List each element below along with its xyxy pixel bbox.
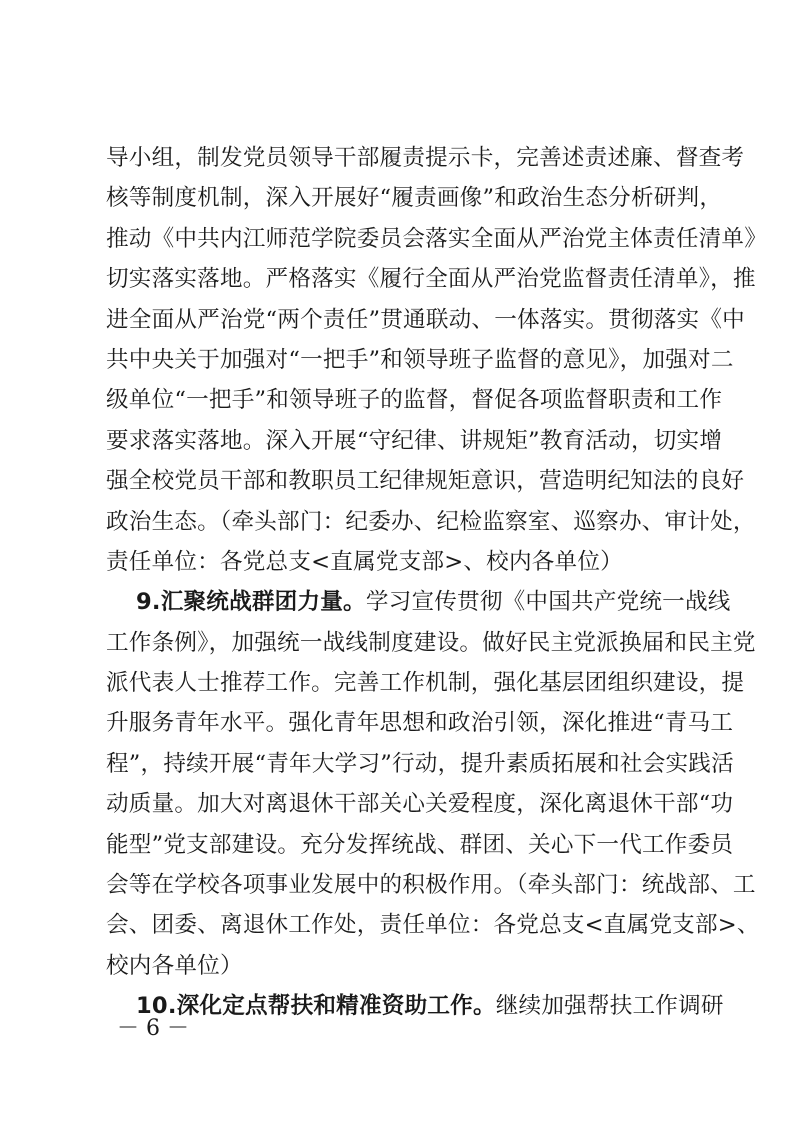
text-line: 共中央关于加强对“一把手”和领导班子监督的意见》，加强对二 — [106, 346, 734, 373]
text-line: 派代表人士推荐工作。完善工作机制，强化基层团组织建设，提 — [106, 670, 745, 697]
section-9-heading: 9.汇聚统战群团力量。 — [136, 589, 366, 616]
text-line: 导小组，制发党员领导干部履责提示卡，完善述责述廉、督查考 — [106, 145, 745, 171]
text-line: 切实落实落地。严格落实《履行全面从严治党监督责任清单》，推 — [106, 266, 756, 293]
section-10-text: 继续加强帮扶工作调研 — [495, 993, 724, 1020]
text-line: 政治生态。（牵头部门：纪委办、纪检监察室、巡察办、审计处， — [106, 508, 756, 535]
text-line: 推动《中共内江师范学院委员会落实全面从严治党主体责任清单》 — [106, 225, 768, 252]
text-line: 升服务青年水平。强化青年思想和政治引领，深化推进“青马工 — [106, 710, 734, 737]
text-line: 能型”党支部建设。充分发挥统战、群团、关心下一代工作委员 — [106, 831, 734, 858]
text-line: 会、团委、离退休工作处，责任单位：各党总支<直属党支部>、 — [106, 912, 760, 939]
text-line: 责任单位：各党总支<直属党支部>、校内各单位） — [106, 548, 623, 575]
text-line: 核等制度机制，深入开展好“履责画像”和政治生态分析研判， — [106, 185, 723, 212]
document-body — [106, 138, 768, 1027]
section-10-heading: 10.深化定点帮扶和精准资助工作。 — [136, 993, 496, 1020]
section-9-text: 学习宣传贯彻《中国共产党统一战线 — [365, 589, 731, 616]
text-line: 进全面从严治党“两个责任”贯通联动、一体落实。贯彻落实《中 — [106, 306, 745, 333]
text-line: 会等在学校各项事业发展中的积极作用。（牵头部门：统战部、工 — [106, 872, 756, 899]
section-9-first-line — [106, 582, 731, 622]
section-10-first-line — [106, 986, 724, 1026]
text-line: 要求落实落地。深入开展“守纪律、讲规矩”教育活动，切实增 — [106, 427, 723, 454]
text-line: 校内各单位） — [106, 952, 243, 979]
text-line: 程”，持续开展“青年大学习”行动，提升素质拓展和社会实践活 — [106, 750, 734, 777]
text-line: 动质量。加大对离退休干部关心关爱程度，深化离退休干部“功 — [106, 791, 734, 818]
text-line: 级单位“一把手”和领导班子的监督，督促各项监督职责和工作 — [106, 387, 723, 414]
text-line: 工作条例》，加强统一战线制度建设。做好民主党派换届和民主党 — [106, 629, 756, 656]
text-line: 强全校党员干部和教职员工纪律规矩意识，营造明纪知法的良好 — [106, 468, 745, 495]
page-number: － 6 － — [117, 1016, 189, 1041]
